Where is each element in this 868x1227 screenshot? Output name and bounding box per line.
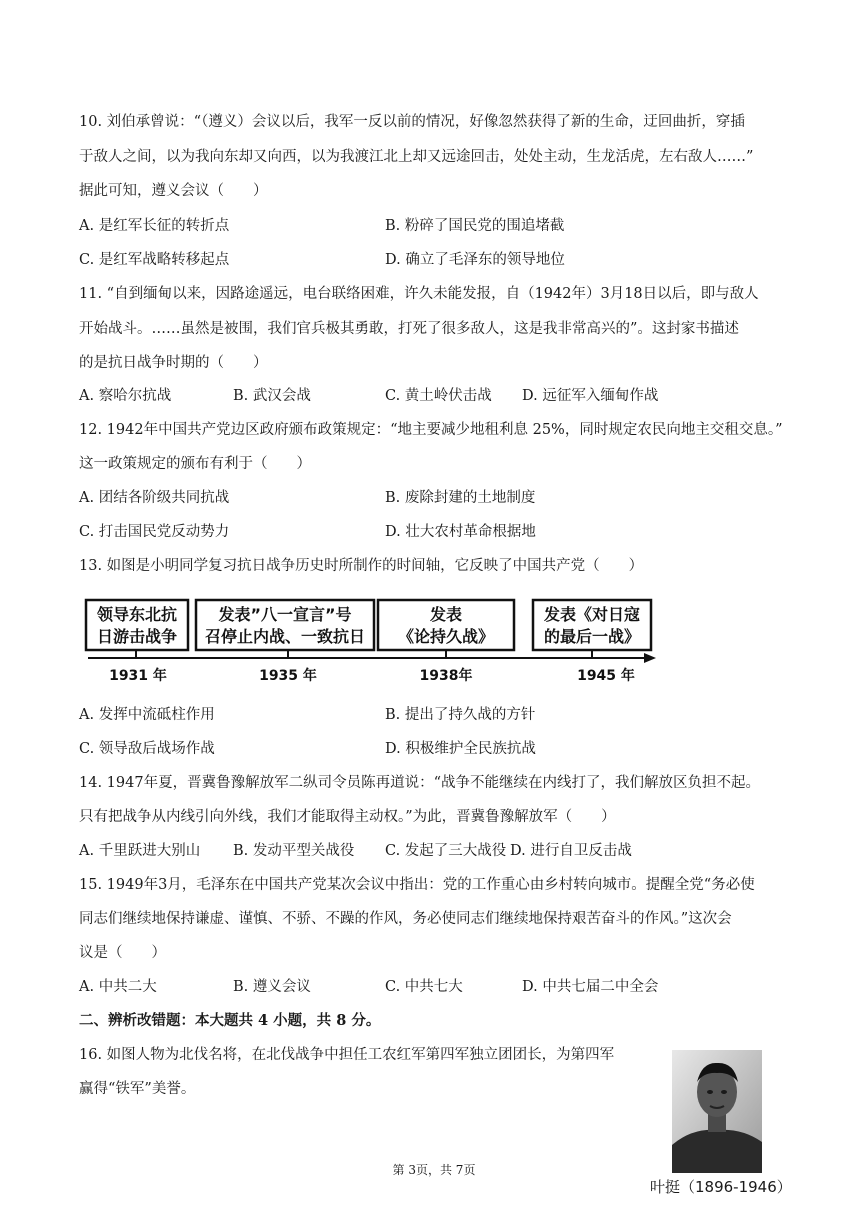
q13-option-a: A. 发挥中流砥柱作用 (79, 707, 215, 723)
portrait-caption: 叶挺（1896-1946） (650, 1178, 792, 1196)
q10-stem-line2: 于敌人之间，以为我向东却又向西，以为我渡江北上却又远途回击，处处主动，生龙活虎，左右敌人……” (79, 149, 754, 165)
q13-option-b: B. 提出了持久战的方针 (385, 707, 536, 723)
q12-option-c: C. 打击国民党反动势力 (79, 524, 230, 540)
q15-option-b: B. 遵义会议 (233, 979, 311, 995)
timeline-figure (78, 594, 668, 690)
q14-stem-line1: 14. 1947年夏，晋冀鲁豫解放军二纵司令员陈再道说：“战争不能继续在内线打了，我们解放区负担不起。 (79, 775, 760, 791)
timeline-arrow-icon (644, 653, 656, 663)
q11-option-d: D. 远征军入缅甸作战 (522, 388, 659, 404)
q15-stem-line2: 同志们继续地保持谦虚、谨慎、不骄、不躁的作风，务必使同志们继续地保持艰苦奋斗的作风。”这次会 (79, 911, 732, 927)
timeline-box-1931-line1: 领导东北抗 (96, 605, 178, 624)
q11-stem-line1: 11. “自到缅甸以来，因路途遥远，电台联络困难，许久未能发报，自（1942年）3月18日以后，即与敌人 (79, 286, 759, 302)
q11-stem-line3: 的是抗日战争时期的（ ） (79, 355, 268, 371)
q10-stem-line1: 10. 刘伯承曾说：“（遵义）会议以后，我军一反以前的情况，好像忽然获得了新的生命，迂回曲折，穿插 (79, 114, 745, 130)
q10-option-d: D. 确立了毛泽东的领导地位 (385, 252, 565, 268)
q13-stem: 13. 如图是小明同学复习抗日战争历史时所制作的时间轴，它反映了中国共产党（ ） (79, 558, 644, 574)
q12-option-b: B. 废除封建的土地制度 (385, 490, 536, 506)
q10-option-a: A. 是红军长征的转折点 (79, 218, 230, 234)
timeline-box-1945-line2: 的最后一战》 (543, 627, 641, 646)
q14-option-d: D. 进行自卫反击战 (510, 843, 632, 859)
q16-stem-line1: 16. 如图人物为北伐名将，在北伐战争中担任工农红军第四军独立团团长，为第四军 (79, 1047, 615, 1063)
q13-option-d: D. 积极维护全民族抗战 (385, 741, 536, 757)
timeline-box-1945-line1: 发表《对日寇 (543, 605, 641, 624)
q12-stem-line1: 12. 1942年中国共产党边区政府颁布政策规定：“地主要减少地租利息 25%，同时规定农民向地主交租交息。” (79, 422, 783, 438)
q15-option-c: C. 中共七大 (385, 979, 463, 995)
q14-stem-line2: 只有把战争从内线引向外线，我们才能取得主动权。”为此，晋冀鲁豫解放军（ ） (79, 809, 616, 825)
q15-stem-line1: 15. 1949年3月，毛泽东在中国共产党某次会议中指出：党的工作重心由乡村转向城市。提醒全党“务必使 (79, 877, 755, 893)
q11-option-b: B. 武汉会战 (233, 388, 311, 404)
q15-option-a: A. 中共二大 (79, 979, 157, 995)
q10-option-b: B. 粉碎了国民党的围追堵截 (385, 218, 565, 234)
timeline-year-1938: 1938年 (419, 668, 473, 684)
timeline-box-1938-line2: 《论持久战》 (397, 627, 495, 646)
timeline-box-1935-line1: 发表”八一宣言”号 (218, 605, 352, 624)
timeline-year-1935: 1935 年 (259, 668, 317, 684)
ye-ting-portrait (672, 1050, 762, 1173)
section-heading: 二、辨析改错题：本大题共 4 小题，共 8 分。 (79, 1012, 381, 1029)
q14-option-a: A. 千里跃进大别山 (79, 843, 201, 859)
q10-stem-line3: 据此可知，遵义会议（ ） (79, 183, 268, 199)
timeline-box-1935-line2: 召停止内战、一致抗日 (204, 627, 366, 646)
timeline-box-1938-line1: 发表 (429, 605, 463, 624)
q12-option-a: A. 团结各阶级共同抗战 (79, 490, 230, 506)
q14-option-c: C. 发起了三大战役 (385, 843, 507, 859)
q12-option-d: D. 壮大农村革命根据地 (385, 524, 536, 540)
q11-option-c: C. 黄土岭伏击战 (385, 388, 492, 404)
q15-stem-line3: 议是（ ） (79, 945, 166, 961)
timeline-year-1945: 1945 年 (577, 668, 635, 684)
q12-stem-line2: 这一政策规定的颁布有利于（ ） (79, 456, 311, 472)
q14-option-b: B. 发动平型关战役 (233, 843, 355, 859)
q15-option-d: D. 中共七届二中全会 (522, 979, 659, 995)
q13-option-c: C. 领导敌后战场作战 (79, 741, 215, 757)
q11-stem-line2: 开始战斗。……虽然是被围，我们官兵极其勇敢，打死了很多敌人，这是我非常高兴的”。这封家书描述 (79, 321, 739, 337)
q10-option-c: C. 是红军战略转移起点 (79, 252, 230, 268)
q11-option-a: A. 察哈尔抗战 (79, 388, 172, 404)
timeline-box-1931-line2: 日游击战争 (96, 627, 178, 646)
q16-stem-line2: 赢得“铁军”美誉。 (79, 1081, 196, 1097)
timeline-year-1931: 1931 年 (109, 668, 167, 684)
page-number: 第 3页，共 7页 (392, 1163, 476, 1177)
